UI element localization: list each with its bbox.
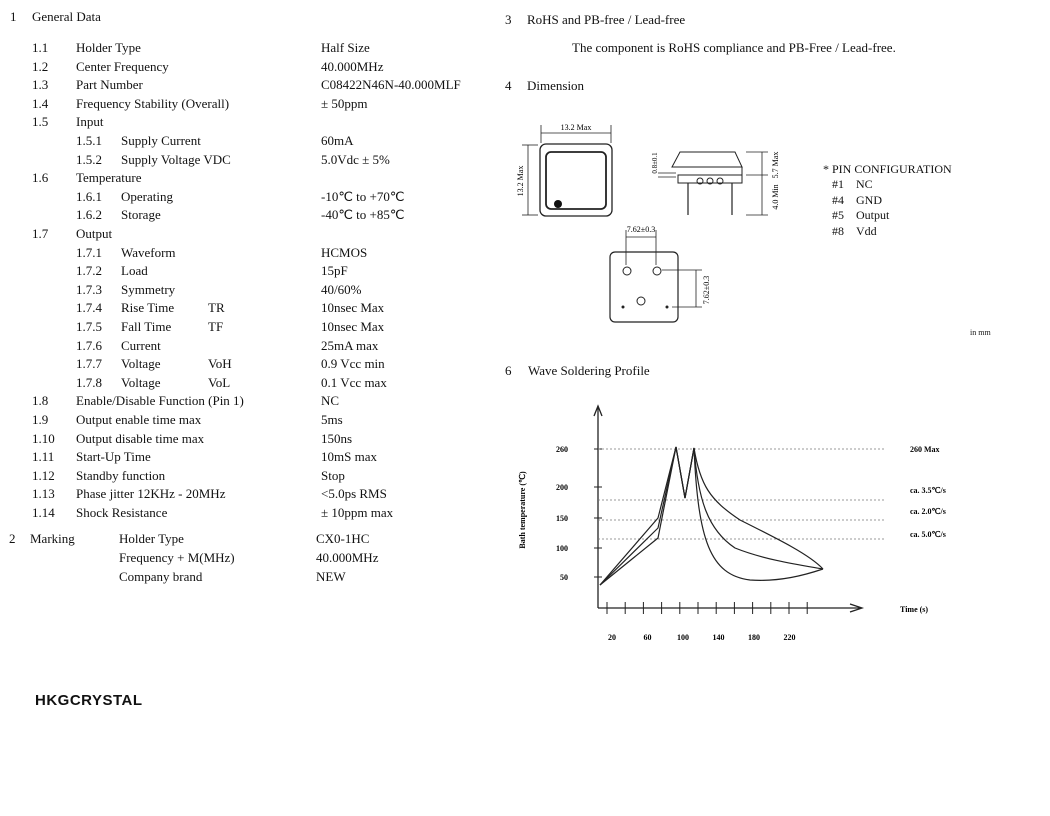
pin-config-title: * PIN CONFIGURATION bbox=[823, 162, 952, 176]
y-tick-label: 150 bbox=[556, 514, 568, 523]
x-tick-label: 20 bbox=[608, 633, 616, 642]
row-label: Load bbox=[121, 263, 148, 279]
row-sub-number: 1.7.4 bbox=[76, 300, 102, 316]
row-label: Voltage bbox=[121, 356, 161, 372]
row-label: Start-Up Time bbox=[76, 449, 151, 465]
row-sub-number: 1.7.8 bbox=[76, 374, 102, 390]
pin1-marker bbox=[554, 200, 562, 208]
row-value: 150ns bbox=[321, 430, 353, 446]
row-label: Fall Time bbox=[121, 319, 172, 334]
package-bottom-view bbox=[610, 252, 678, 322]
section-6-title: Wave Soldering Profile bbox=[528, 363, 650, 378]
row-label: Input bbox=[76, 114, 104, 130]
dim-pin-x: 7.62±0.3 bbox=[626, 225, 656, 234]
y-axis-label: Bath temperature (℃) bbox=[518, 471, 527, 549]
profile-curve-1 bbox=[600, 447, 823, 585]
section-4-title: Dimension bbox=[527, 78, 585, 93]
chart-annotation: 260 Max bbox=[910, 445, 940, 454]
x-tick-label: 60 bbox=[643, 633, 652, 642]
row-value: -10℃ to +70℃ bbox=[321, 188, 405, 204]
row-sub-number: 1.6.2 bbox=[76, 207, 102, 223]
row-number: 1.5 bbox=[32, 114, 49, 130]
row-value: 10mS max bbox=[321, 449, 377, 465]
row-number: 1.11 bbox=[32, 449, 55, 465]
x-tick-label: 100 bbox=[677, 633, 689, 642]
pin-number: #1 bbox=[832, 177, 844, 191]
section-2-title: Marking bbox=[30, 531, 75, 546]
x-tick-label: 180 bbox=[748, 633, 760, 642]
row-value: 60mA bbox=[321, 133, 354, 148]
package-side-view bbox=[678, 175, 742, 183]
marking-value: NEW bbox=[316, 569, 346, 584]
chart-annotation: ca. 3.5℃/s bbox=[910, 486, 946, 495]
row-value: 25mA max bbox=[321, 337, 379, 353]
pin-function: GND bbox=[856, 192, 882, 207]
pin-function: Vdd bbox=[856, 223, 877, 238]
row-label: Phase jitter 12KHz - 20MHz bbox=[76, 486, 226, 502]
row-value: C08422N46N-40.000MLF bbox=[321, 77, 461, 93]
package-top-view bbox=[540, 144, 612, 216]
row-label: Shock Resistance bbox=[76, 505, 168, 520]
row-value: ± 50ppm bbox=[321, 95, 368, 111]
row-number: 1.3 bbox=[32, 77, 49, 93]
row-label: Part Number bbox=[76, 77, 143, 93]
row-value: Half Size bbox=[321, 40, 370, 55]
row-number: 1.13 bbox=[32, 486, 55, 502]
unit-label: in mm bbox=[970, 328, 991, 337]
row-label: Holder Type bbox=[76, 40, 141, 55]
row-number: 1.9 bbox=[32, 412, 49, 427]
row-sub-number: 1.7.3 bbox=[76, 281, 102, 297]
row-value: 5ms bbox=[321, 412, 343, 427]
dim-top-width: 13.2 Max bbox=[560, 123, 592, 132]
pin-number: #8 bbox=[832, 223, 844, 238]
row-label: Supply Current bbox=[121, 133, 201, 148]
row-symbol: VoL bbox=[208, 374, 231, 390]
pin-function: Output bbox=[856, 208, 890, 222]
row-label: Storage bbox=[121, 207, 161, 223]
row-label: Supply Voltage VDC bbox=[121, 151, 231, 167]
rohs-statement: The component is RoHS compliance and PB-Free / Lead-free. bbox=[572, 40, 896, 55]
y-tick-label: 260 bbox=[556, 445, 568, 454]
row-value: ± 10ppm max bbox=[321, 505, 394, 520]
row-label: Standby function bbox=[76, 467, 166, 483]
y-tick-label: 200 bbox=[556, 483, 568, 492]
dim-lead-dia: 0.8±0.1 bbox=[651, 152, 659, 174]
row-symbol: VoH bbox=[208, 356, 232, 372]
row-sub-number: 1.7.1 bbox=[76, 244, 102, 260]
dimension-drawing bbox=[510, 115, 810, 330]
row-value: 15pF bbox=[321, 263, 348, 279]
row-label: Output enable time max bbox=[76, 412, 202, 427]
row-label: Voltage bbox=[121, 374, 161, 390]
dim-pin-y: 7.62±0.3 bbox=[702, 275, 711, 305]
y-tick-label: 50 bbox=[560, 573, 568, 582]
row-symbol: TF bbox=[208, 319, 224, 334]
row-value: 0.1 Vcc max bbox=[321, 374, 387, 390]
row-label: Output bbox=[76, 226, 113, 241]
row-number: 1.10 bbox=[32, 430, 55, 446]
row-sub-number: 1.7.2 bbox=[76, 263, 102, 279]
row-label: Enable/Disable Function (Pin 1) bbox=[76, 393, 244, 409]
row-value: 40.000MHz bbox=[321, 58, 384, 74]
row-number: 1.6 bbox=[32, 170, 49, 186]
section-1-number: 1 bbox=[10, 9, 17, 24]
row-number: 1.12 bbox=[32, 467, 55, 483]
pin-number: #4 bbox=[832, 192, 844, 207]
row-value: Stop bbox=[321, 467, 345, 483]
row-number: 1.2 bbox=[32, 58, 49, 74]
marking-label: Frequency + M(MHz) bbox=[119, 550, 235, 565]
pin-number: #5 bbox=[832, 208, 844, 222]
section-2-number: 2 bbox=[9, 531, 16, 546]
row-sub-number: 1.7.5 bbox=[76, 319, 102, 334]
dim-lead-length: 4.0 Min bbox=[771, 184, 780, 210]
row-value: HCMOS bbox=[321, 244, 368, 260]
row-number: 1.1 bbox=[32, 40, 49, 55]
row-value: 10nsec Max bbox=[321, 300, 385, 316]
profile-curve-3 bbox=[600, 447, 823, 585]
row-sub-number: 1.7.6 bbox=[76, 337, 102, 353]
x-tick-label: 140 bbox=[712, 633, 725, 642]
company-brand-logo: HKGCRYSTAL bbox=[35, 692, 143, 709]
row-label: Rise Time bbox=[121, 300, 175, 316]
section-4-number: 4 bbox=[505, 78, 512, 93]
chart-annotation: ca. 2.0℃/s bbox=[910, 507, 946, 516]
row-number: 1.4 bbox=[32, 95, 49, 111]
chart-annotation: ca. 5.0℃/s bbox=[910, 530, 946, 539]
section-1-title: General Data bbox=[32, 9, 101, 24]
row-sub-number: 1.6.1 bbox=[76, 188, 102, 204]
row-value: 5.0Vdc ± 5% bbox=[321, 151, 390, 167]
row-sub-number: 1.5.2 bbox=[76, 151, 102, 167]
row-label: Waveform bbox=[121, 244, 176, 260]
row-label: Operating bbox=[121, 188, 173, 204]
marking-value: 40.000MHz bbox=[316, 550, 379, 565]
row-sub-number: 1.7.7 bbox=[76, 356, 102, 372]
dim-top-height: 13.2 Max bbox=[516, 165, 525, 197]
pin-function: NC bbox=[856, 177, 873, 191]
profile-curve-2 bbox=[600, 447, 823, 585]
row-value: 10nsec Max bbox=[321, 319, 385, 334]
row-symbol: TR bbox=[208, 300, 225, 316]
section-3-number: 3 bbox=[505, 12, 512, 27]
row-value: <5.0ps RMS bbox=[321, 486, 387, 502]
row-label: Center Frequency bbox=[76, 58, 169, 74]
row-number: 1.8 bbox=[32, 393, 49, 409]
row-value: 0.9 Vcc min bbox=[321, 356, 385, 372]
row-label: Temperature bbox=[76, 170, 142, 186]
row-sub-number: 1.5.1 bbox=[76, 133, 102, 148]
row-value: NC bbox=[321, 393, 340, 409]
marking-label: Holder Type bbox=[119, 531, 184, 546]
x-tick-label: 220 bbox=[783, 633, 796, 642]
row-label: Output disable time max bbox=[76, 430, 205, 446]
row-label: Current bbox=[121, 337, 161, 353]
row-value: 40/60% bbox=[321, 281, 362, 297]
section-3-title: RoHS and PB-free / Lead-free bbox=[527, 12, 686, 27]
row-label: Frequency Stability (Overall) bbox=[76, 95, 230, 111]
marking-label: Company brand bbox=[119, 569, 203, 584]
wave-soldering-chart bbox=[510, 400, 990, 660]
dim-body-height: 5.7 Max bbox=[771, 151, 780, 179]
x-axis-label: Time (s) bbox=[900, 605, 929, 614]
marking-value: CX0-1HC bbox=[316, 531, 370, 546]
row-number: 1.14 bbox=[32, 505, 55, 520]
row-value: -40℃ to +85℃ bbox=[321, 207, 405, 223]
row-label: Symmetry bbox=[121, 281, 176, 297]
y-tick-label: 100 bbox=[556, 544, 568, 553]
row-number: 1.7 bbox=[32, 226, 49, 241]
section-6-number: 6 bbox=[505, 363, 512, 378]
